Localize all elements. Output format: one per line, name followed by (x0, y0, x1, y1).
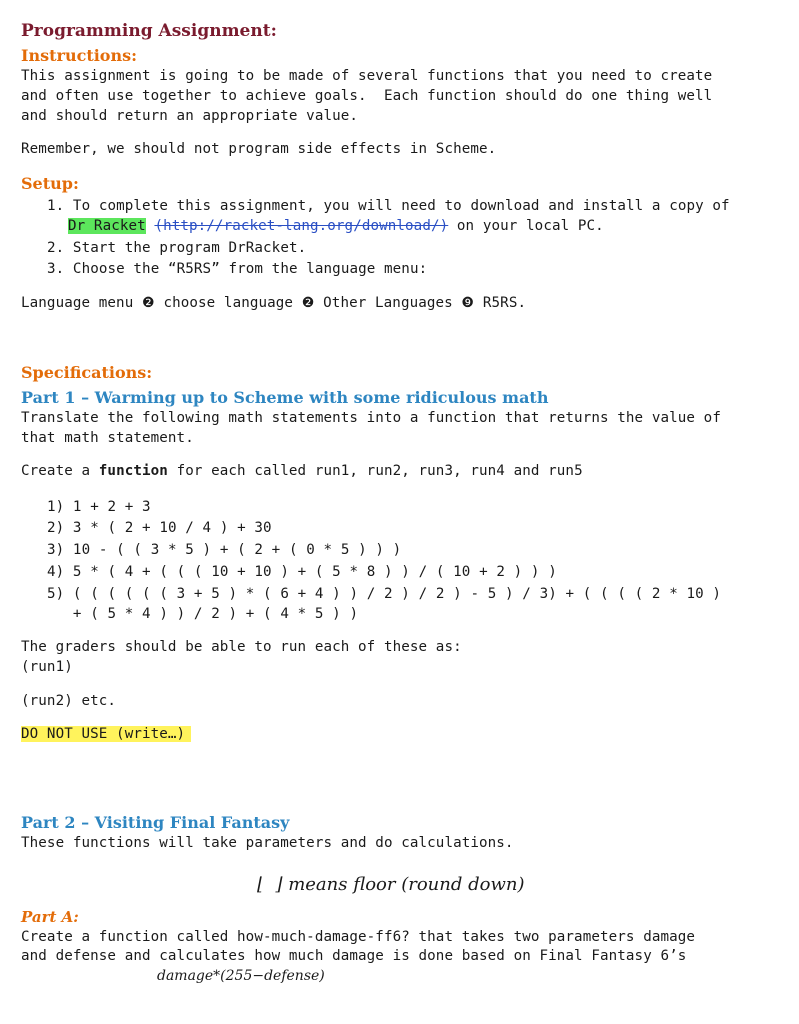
setup-heading: Setup: (21, 174, 79, 193)
math-item-3: 3) 10 - ( ( 3 * 5 ) + ( 2 + ( 0 * 5 ) ) ) (47, 542, 402, 558)
math-item-1: 1) 1 + 2 + 3 (47, 499, 151, 515)
instructions-line-2: and often use together to achieve goals. Each function should do one thing well (21, 88, 713, 104)
setup-step-1-suffix: on your local PC. (448, 218, 604, 234)
dr-racket-link[interactable]: Dr Racket (68, 218, 146, 234)
setup-step-3: 3. Choose the “R5RS” from the language menu: (47, 261, 428, 277)
setup-step-1-continued (68, 218, 604, 234)
math-item-5: 5) ( ( ( ( ( ( 3 + 5 ) * ( 6 + 4 ) ) / 2 ) / 2 ) - 5 ) / 3) + ( ( ( ( 2 * 10 ) (47, 586, 722, 602)
reminder-text: Remember, we should not program side effects in Scheme. (21, 141, 497, 157)
create-suffix: for each called run1, run2, run3, run4 and run5 (167, 463, 583, 479)
partA-line-1: Create a function called how-much-damage-ff6? that takes two parameters damage (21, 929, 696, 945)
racket-url[interactable]: (http://racket-lang.org/download/) (154, 218, 449, 234)
page-title: Programming Assignment: (21, 21, 277, 41)
math-item-5-continued: + ( 5 * 4 ) ) / 2 ) + ( 4 * 5 ) ) (47, 606, 359, 622)
partA-line-2: and defense and calculates how much damage is done based on Final Fantasy 6’s (21, 948, 687, 964)
do-not-use-highlight: DO NOT USE (write…) (21, 726, 191, 742)
part1-heading: Part 1 – Warming up to Scheme with some ridiculous math (21, 388, 549, 407)
run1-example: (run1) (21, 659, 73, 675)
instructions-heading: Instructions: (21, 46, 138, 65)
create-prefix: Create a (21, 463, 99, 479)
floor-note: ⌊ ⌋ means floor (round down) (257, 874, 525, 895)
damage-formula: damage*(255−defense) (157, 968, 325, 984)
math-item-2: 2) 3 * ( 2 + 10 / 4 ) + 30 (47, 520, 272, 536)
language-menu-path: Language menu ❷ choose language ❷ Other Languages ❾ R5RS. (21, 295, 527, 311)
create-bold-word: function (98, 463, 168, 479)
partA-heading: Part A: (21, 908, 79, 926)
run2-example: (run2) etc. (21, 693, 117, 709)
part1-line-1: Translate the following math statements into a function that returns the value of (21, 410, 721, 426)
part2-line: These functions will take parameters and do calculations. (21, 835, 514, 851)
part1-line-2: that math statement. (21, 430, 194, 446)
setup-step-2: 2. Start the program DrRacket. (47, 240, 307, 256)
create-function-line (21, 463, 583, 479)
specifications-heading: Specifications: (21, 363, 153, 382)
instructions-line-1: This assignment is going to be made of several functions that you need to create (21, 68, 713, 84)
part2-heading: Part 2 – Visiting Final Fantasy (21, 813, 290, 832)
setup-step-1: 1. To complete this assignment, you will need to download and install a copy of (47, 198, 730, 214)
graders-line: The graders should be able to run each of these as: (21, 639, 462, 655)
instructions-line-3: and should return an appropriate value. (21, 108, 359, 124)
math-item-4: 4) 5 * ( 4 + ( ( ( 10 + 10 ) + ( 5 * 8 ) ) / ( 10 + 2 ) ) ) (47, 564, 557, 580)
do-not-use-warning (21, 726, 191, 742)
